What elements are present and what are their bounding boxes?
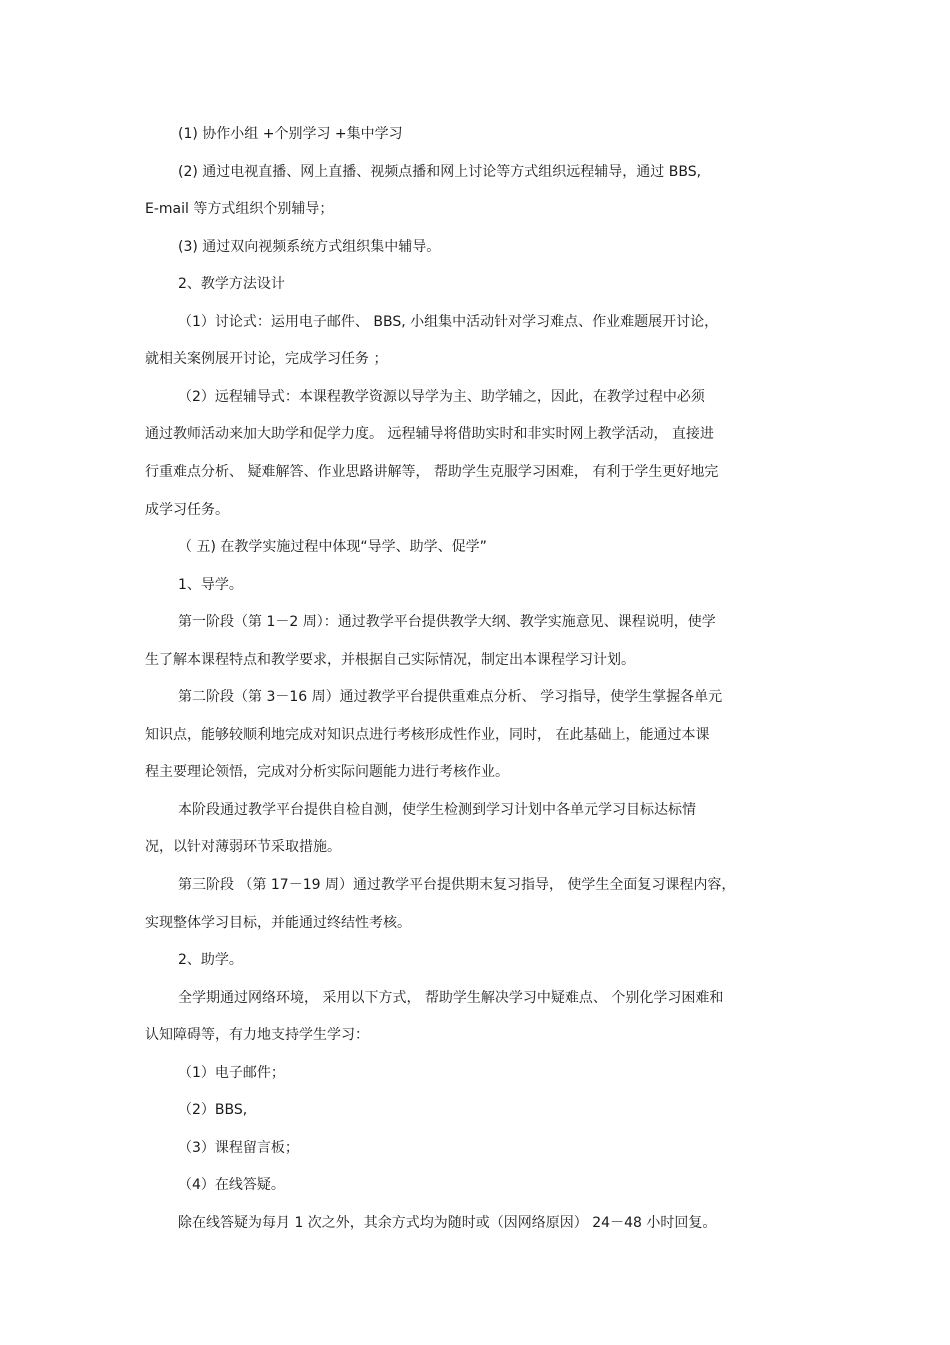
text-line-content: （ 五) 在教学实施过程中体现“导学、助学、促学”: [178, 539, 487, 556]
text-line: [178, 610, 838, 634]
text-line: [145, 197, 805, 221]
text-line: [145, 648, 805, 672]
text-line-content: 第一阶段（第 1－2 周）：通过教学平台提供教学大纲、教学实施意见、课程说明，使学: [178, 614, 716, 631]
text-line-content: （4）在线答疑。: [178, 1177, 285, 1194]
text-line-content: 行重难点分析、 疑难解答、作业思路讲解等， 帮助学生克服学习困难， 有利于学生更好地完: [145, 463, 719, 480]
text-line: [178, 235, 838, 259]
text-line: [178, 310, 838, 334]
text-line: [145, 498, 805, 522]
text-line: [145, 422, 805, 446]
text-line-content: 实现整体学习目标，并能通过终结性考核。: [145, 914, 411, 931]
text-line-content: 程主要理论领悟，完成对分析实际问题能力进行考核作业。: [145, 764, 509, 781]
text-line: [178, 873, 838, 897]
text-line: [178, 1136, 838, 1160]
text-line: [178, 535, 838, 559]
text-line: [145, 911, 805, 935]
text-line-content: E-mail 等方式组织个别辅导；: [145, 201, 334, 218]
text-line: [178, 1173, 838, 1197]
text-line-content: 除在线答疑为每月 1 次之外，其余方式均为随时或（因网络原因） 24－48 小时回复。: [178, 1214, 717, 1231]
text-line: [178, 1098, 838, 1122]
text-line-content: (3) 通过双向视频系统方式组织集中辅导。: [178, 238, 441, 255]
text-line-content: (2) 通过电视直播、网上直播、视频点播和网上讨论等方式组织远程辅导，通过 BBS,: [178, 163, 702, 180]
text-line-content: 认知障碍等，有力地支持学生学习：: [145, 1027, 369, 1044]
text-line: [178, 948, 838, 972]
text-line-content: 通过教师活动来加大助学和促学力度。 远程辅导将借助实时和非实时网上教学活动， 直接进: [145, 426, 714, 443]
text-line: [145, 760, 805, 784]
text-line: [145, 835, 805, 859]
text-line-content: 就相关案例展开讨论，完成学习任务 ；: [145, 351, 388, 368]
text-line: [178, 385, 838, 409]
text-line-content: （3）课程留言板；: [178, 1139, 299, 1156]
text-line: [178, 160, 838, 184]
text-line-content: 2、教学方法设计: [178, 276, 285, 293]
text-line-content: （2）BBS,: [178, 1102, 248, 1119]
text-line-content: 全学期通过网络环境， 采用以下方式， 帮助学生解决学习中疑难点、 个别化学习困难和: [178, 989, 724, 1006]
text-line: [178, 1211, 838, 1235]
text-line: [145, 460, 805, 484]
text-line-content: （1）讨论式：运用电子邮件、 BBS, 小组集中活动针对学习难点、作业难题展开讨论，: [178, 313, 719, 330]
text-line: [178, 122, 838, 146]
text-line-content: 1、导学。: [178, 576, 243, 593]
text-line-content: 第二阶段（第 3－16 周）通过教学平台提供重难点分析、 学习指导，使学生掌握各单元: [178, 689, 723, 706]
text-line: [178, 685, 838, 709]
text-line: [145, 347, 805, 371]
text-line-content: （1）电子邮件；: [178, 1064, 285, 1081]
text-line-content: 况，以针对薄弱环节采取措施。: [145, 839, 341, 856]
text-line-content: 成学习任务。: [145, 501, 229, 518]
text-line-content: 本阶段通过教学平台提供自检自测，使学生检测到学习计划中各单元学习目标达标情: [178, 801, 696, 818]
text-line-content: （2）远程辅导式：本课程教学资源以导学为主、助学辅之，因此，在教学过程中必须: [178, 388, 705, 405]
text-line: [178, 798, 838, 822]
text-line: [178, 272, 838, 296]
text-line-content: 第三阶段 （第 17－19 周）通过教学平台提供期末复习指导， 使学生全面复习课程内容，: [178, 877, 736, 893]
text-line: [178, 1061, 838, 1085]
text-line: [145, 723, 805, 747]
text-line: [178, 986, 838, 1010]
text-line-content: 生了解本课程特点和教学要求，并根据自己实际情况，制定出本课程学习计划。: [145, 651, 635, 668]
text-line-content: (1) 协作小组 +个别学习 +集中学习: [178, 126, 403, 142]
text-line-content: 2、助学。: [178, 952, 243, 969]
text-line-content: 知识点，能够较顺利地完成对知识点进行考核形成性作业，同时， 在此基础上，能通过本课: [145, 726, 710, 743]
text-line: [145, 1023, 805, 1047]
text-line: [178, 573, 838, 597]
